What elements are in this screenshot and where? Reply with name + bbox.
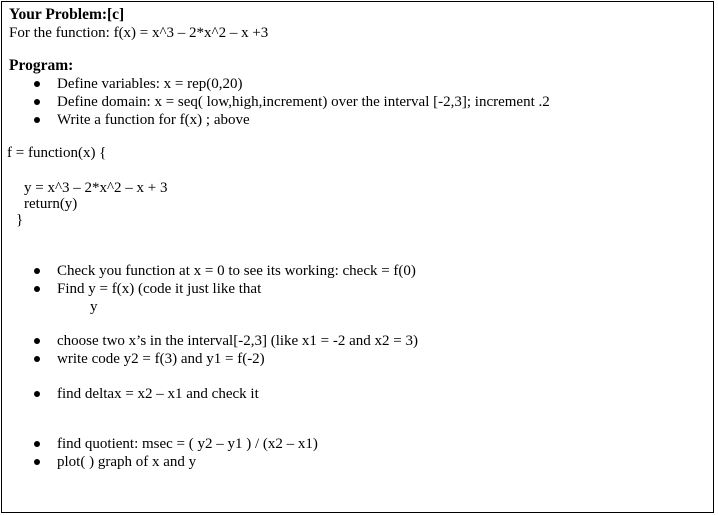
task-check: Check you function at x = 0 to see its working: check = f(0) [57, 263, 416, 279]
bullet [34, 459, 40, 465]
task-write-code: write code y2 = f(3) and y1 = f(-2) [57, 351, 265, 367]
bullet [34, 99, 40, 105]
bullet [34, 286, 40, 292]
code-line-4: } [16, 212, 24, 228]
problem-heading: Your Problem:[c] [9, 6, 125, 23]
bullet [34, 268, 40, 274]
code-line-3: return(y) [24, 196, 78, 212]
document-frame [1, 1, 714, 513]
task-quotient: find quotient: msec = ( y2 – y1 ) / (x2 – x1) [57, 436, 318, 452]
code-line-1: f = function(x) { [7, 145, 107, 161]
task-deltax: find deltax = x2 – x1 and check it [57, 386, 259, 402]
task-find-y: Find y = f(x) (code it just like that [57, 281, 262, 297]
bullet [34, 117, 40, 123]
task-plot: plot( ) graph of x and y [57, 454, 197, 470]
bullet [34, 441, 40, 447]
program-item-1: Define variables: x = rep(0,20) [57, 76, 243, 92]
task-choose-x: choose two x’s in the interval[-2,3] (like x1 = -2 and x2 = 3) [57, 333, 419, 349]
problem-function: For the function: f(x) = x^3 – 2*x^2 – x +3 [9, 25, 269, 41]
bullet [34, 356, 40, 362]
bullet [34, 338, 40, 344]
program-heading: Program: [9, 57, 74, 74]
program-item-2: Define domain: x = seq( low,high,increment) over the interval [-2,3]; increment .2 [57, 94, 550, 110]
program-item-3: Write a function for f(x) ; above [57, 112, 250, 128]
bullet [34, 81, 40, 87]
bullet [34, 391, 40, 397]
code-line-2: y = x^3 – 2*x^2 – x + 3 [24, 180, 168, 196]
task-find-y-continuation: y [90, 299, 98, 315]
